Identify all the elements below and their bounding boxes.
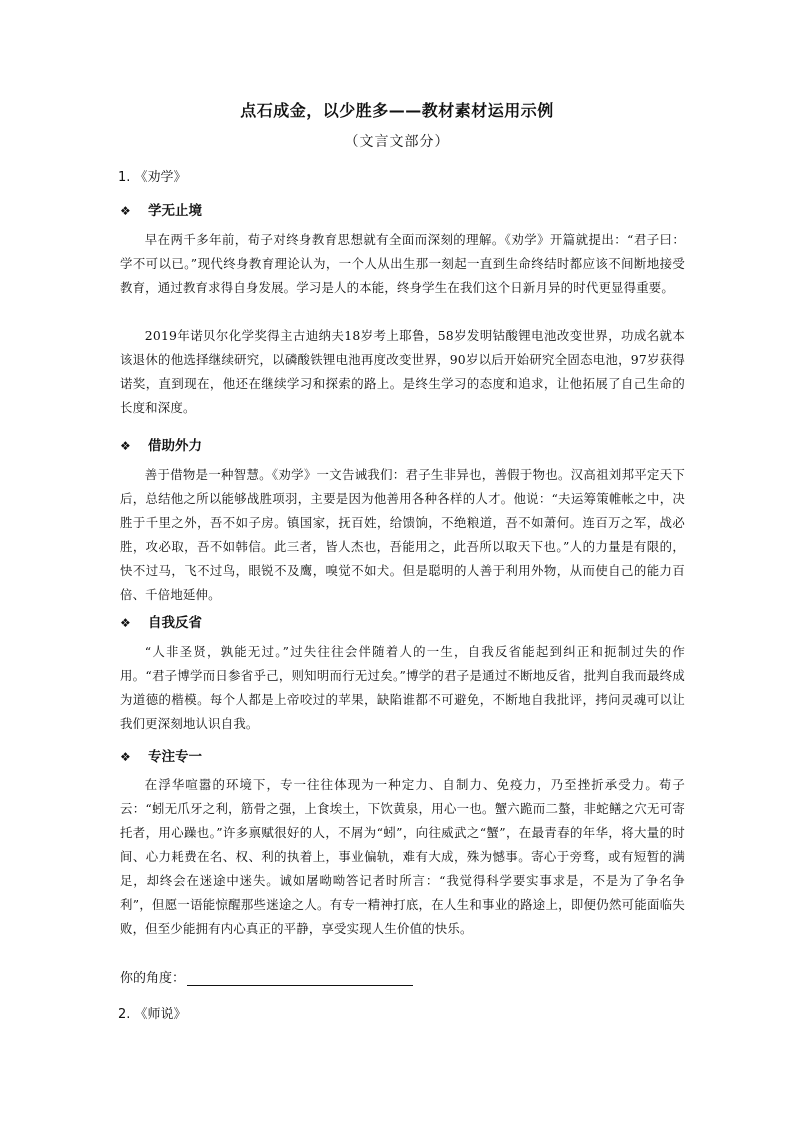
lesson-number: 1.	[118, 170, 131, 185]
section-heading-zhuanzhuzhuanyi	[120, 745, 202, 765]
paragraph: “人非圣贤，孰能无过。”过失往往会伴随着人的一生，自我反省能起到纠正和扼制过失的作用。“君子博学而日参省乎己，则知明而行无过矣。”博学的君子是通过不断地反省，批判自我而最终成为道德的楷模。每个人都是上帝咬过的苹果，缺陷谁都不可避免，不断地自我批评，拷问灵魂可以让我们更深刻地认识自我。	[120, 644, 685, 731]
diamond-bullet-icon: ❖	[120, 616, 131, 630]
section-heading-text: 学无止境	[148, 203, 202, 219]
your-angle-prompt	[120, 967, 413, 986]
lesson-title: 《师说》	[134, 1007, 187, 1022]
paragraph: 2019年诺贝尔化学奖得主古迪纳夫18岁考上耶鲁，58岁发明钴酸锂电池改变世界，功成名就本该退休的他选择继续研究，以磷酸铁锂电池再度改变世界，90岁以后开始研究全固态电池，97岁获得诺奖，直到现在，他还在继续学习和探索的路上。是终生学习的态度和追求，让他拓展了自己生命的长度和深度。	[120, 328, 685, 415]
diamond-bullet-icon: ❖	[120, 750, 131, 764]
lesson-number: 2.	[118, 1007, 131, 1022]
your-angle-label: 你的角度：	[120, 971, 186, 986]
diamond-bullet-icon: ❖	[120, 204, 131, 218]
document-title: 点石成金，以少胜多——教材素材运用示例	[240, 101, 554, 120]
document-subtitle: （文言文部分）	[344, 134, 450, 150]
diamond-bullet-icon: ❖	[120, 439, 131, 453]
paragraph: 早在两千多年前，荀子对终身教育思想就有全面而深刻的理解。《劝学》开篇就提出：“君子曰：学不可以已。”现代终身教育理论认为，一个人从出生那一刻起一直到生命终结时都应该不间断地接受教育，通过教育求得自身发展。学习是人的本能，终身学生在我们这个日新月异的时代更显得重要。	[120, 232, 685, 295]
section-heading-xuewuzhijing	[120, 199, 202, 219]
lesson-heading-shishuo	[118, 1003, 187, 1022]
lesson-heading-quanxue	[118, 166, 187, 185]
section-heading-text: 借助外力	[148, 438, 202, 454]
paragraph: 在浮华喧嚣的环境下，专一往往体现为一种定力、自制力、免疫力，乃至挫折承受力。荀子云：“蚓无爪牙之利，筋骨之强，上食埃土，下饮黄泉，用心一也。蟹六跪而二螯，非蛇鳝之穴无可寄托者，用心躁也。”许多禀赋很好的人，不屑为“蚓”，向往威武之“蟹”，在最青春的年华，将大量的时间、心力耗费在名、权、利的执着上，事业偏轨，难有大成，殊为憾事。寄心于旁骛，或有短暂的满足，却终会在迷途中迷失。诚如屠呦呦答记者时所言：“我觉得科学要实事求是，不是为了争名争利”，但愿一语能惊醒那些迷途之人。有专一精神打底，在人生和事业的路途上，即便仍然可能面临失败，但至少能拥有内心真正的平静，享受实现人生价值的快乐。	[120, 777, 685, 936]
lesson-title: 《劝学》	[134, 170, 187, 185]
section-heading-text: 专注专一	[148, 749, 202, 765]
section-heading-ziwofanxing	[120, 611, 202, 631]
answer-blank-line[interactable]	[187, 971, 413, 986]
paragraph: 善于借物是一种智慧。《劝学》一文告诫我们：君子生非异也，善假于物也。汉高祖刘邦平定天下后，总结他之所以能够战胜项羽，主要是因为他善用各种各样的人才。他说：“夫运筹策帷帐之中，决胜于千里之外，吾不如子房。镇国家，抚百姓，给馈饷，不绝粮道，吾不如萧何。连百万之军，战必胜，攻必取，吾不如韩信。此三者，皆人杰也，吾能用之，此吾所以取天下也。”人的力量是有限的，快不过马，飞不过鸟，眼锐不及鹰，嗅觉不如犬。但是聪明的人善于利用外物，从而使自己的能力百倍、千倍地延伸。	[120, 467, 685, 602]
section-heading-jiezhuwaili	[120, 434, 202, 454]
section-heading-text: 自我反省	[148, 615, 202, 631]
